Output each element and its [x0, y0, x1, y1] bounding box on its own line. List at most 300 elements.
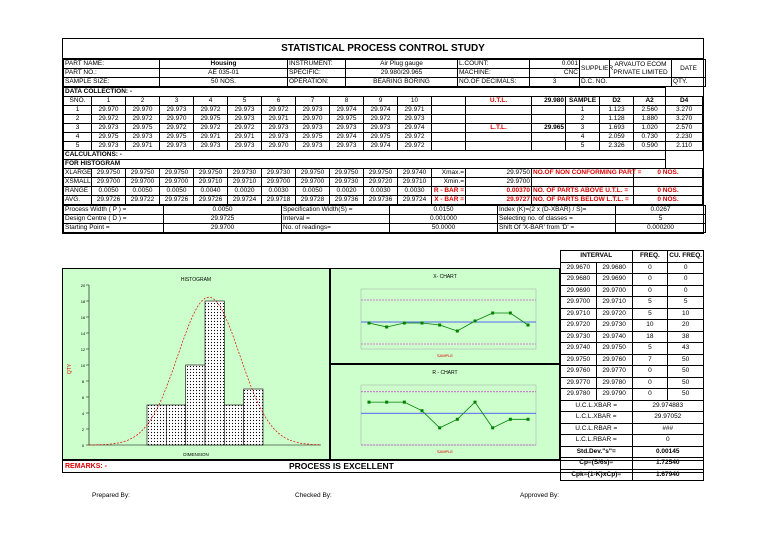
cell: 0	[632, 389, 668, 401]
cell: 0.0050	[296, 187, 330, 196]
cell: 29.9740	[596, 331, 632, 343]
cell: 29.9700	[596, 285, 632, 297]
cell: 29.971	[228, 133, 262, 142]
data-point	[385, 326, 388, 329]
cell: 2.059	[600, 133, 634, 142]
cell: 18	[632, 331, 668, 343]
cell: 29.9770	[561, 377, 597, 389]
cell: 1	[64, 106, 92, 115]
value: 0.001000	[390, 215, 498, 224]
row-label: XSMALL	[65, 178, 91, 185]
data-point	[509, 418, 512, 421]
cell: 29.9710	[596, 297, 632, 309]
table-row	[64, 124, 703, 133]
data-point	[438, 324, 441, 327]
data-point	[509, 312, 512, 315]
data-table	[63, 87, 703, 205]
cell: 3	[566, 124, 600, 133]
row-label: RANGE	[64, 187, 92, 196]
cell: 29.9724	[398, 196, 432, 205]
data-point	[438, 426, 441, 429]
cell: 0.0050	[92, 187, 126, 196]
cell: 3.270	[666, 106, 703, 115]
cell: 29.972	[92, 115, 126, 124]
cell: 29.9736	[364, 196, 398, 205]
cap-value: 0.00145	[632, 446, 704, 458]
label: Interval =	[282, 215, 390, 224]
data-point	[403, 401, 406, 404]
cell: 0.0030	[364, 187, 398, 196]
cell: 4	[566, 133, 600, 142]
data-point	[527, 418, 530, 421]
cell: 29.9710	[561, 308, 597, 320]
cell: 29.9736	[330, 196, 364, 205]
cell: 29.970	[92, 106, 126, 115]
value: 0.0150	[390, 206, 498, 215]
cell: 0.730	[634, 133, 666, 142]
cell: 29.9670	[561, 262, 597, 274]
cell: 29.9740	[398, 169, 432, 178]
ltl-label: L.T.L.	[466, 124, 532, 133]
cell: 29.973	[262, 133, 296, 142]
cell: 5	[64, 142, 92, 151]
calc-row	[64, 187, 703, 196]
histogram-chart	[62, 268, 330, 460]
plot-area	[361, 289, 536, 349]
cell: 29.972	[160, 124, 194, 133]
cell: 29.973	[228, 115, 262, 124]
label: MACHINE:	[458, 69, 530, 78]
value: 29.9700	[164, 224, 282, 233]
cell: 29.9718	[262, 196, 296, 205]
cell: 29.973	[92, 142, 126, 151]
cell: 2	[566, 115, 600, 124]
freq-row	[561, 366, 704, 378]
value: 0.0267	[616, 206, 706, 215]
calc-value: 29.9700	[466, 178, 532, 187]
cell: 29.972	[398, 142, 432, 151]
cell: 0.590	[634, 142, 666, 151]
cell: 29.9726	[194, 196, 228, 205]
column-header: 6	[262, 97, 296, 106]
cell: 5	[632, 343, 668, 355]
header-table	[63, 59, 706, 87]
cell: 29.9730	[330, 178, 364, 187]
cell: 29.973	[228, 142, 262, 151]
cap-label: Cp=(S/6s)=	[561, 458, 633, 470]
cell: 29.973	[330, 142, 364, 151]
label: SPECIFIC:	[288, 69, 346, 78]
cell: 2.570	[666, 124, 703, 133]
y-tick-label: 6	[81, 395, 85, 400]
limit-row	[561, 435, 704, 447]
column-header: 4	[194, 97, 228, 106]
cell: 29.9700	[126, 178, 160, 187]
row-label: XLARGE	[65, 169, 92, 176]
cell: 29.970	[160, 115, 194, 124]
label: D.C. NO.	[580, 78, 672, 87]
cell	[466, 133, 532, 142]
cell: 29.9726	[160, 196, 194, 205]
page-title: STATISTICAL PROCESS CONTROL STUDY	[63, 39, 703, 59]
cell: 29.972	[194, 106, 228, 115]
cell: 4	[64, 133, 92, 142]
limit-value: 0	[632, 435, 704, 447]
histogram-bar	[205, 301, 224, 445]
calc-label: Xmax.=	[432, 169, 466, 178]
cell: 29.9690	[561, 285, 597, 297]
cell: 0	[632, 274, 668, 286]
cell: 29.9750	[126, 169, 160, 178]
limit-label: U.C.L.RBAR =	[561, 423, 633, 435]
cell: 29.972	[364, 115, 398, 124]
prepared-by: Prepared By:	[92, 492, 130, 499]
cell	[466, 115, 532, 124]
cell: 1.128	[600, 115, 634, 124]
cell: 29.972	[194, 124, 228, 133]
cell: 0.0020	[228, 187, 262, 196]
column-header: 7	[296, 97, 330, 106]
frequency-panel	[560, 250, 704, 481]
count-value: 0 NOS.	[634, 169, 703, 178]
spc-sheet	[62, 38, 704, 234]
cell: 29.9724	[228, 196, 262, 205]
y-tick-label: 8	[81, 379, 85, 384]
cell: 29.9750	[561, 354, 597, 366]
table-row	[64, 142, 703, 151]
cell	[432, 133, 466, 142]
approved-by: Approved By:	[520, 492, 560, 499]
histogram-y-label: QTY	[67, 363, 73, 375]
cell: 29.972	[228, 124, 262, 133]
cell: 50	[668, 377, 704, 389]
data-point	[421, 409, 424, 412]
label: INSTRUMENT:	[288, 60, 346, 69]
instrument-value: Air Plug gauge	[346, 60, 458, 69]
column-header: SNO.	[64, 97, 92, 106]
cell: 0.0030	[398, 187, 432, 196]
cell: 29.975	[160, 133, 194, 142]
limit-label: L.C.L.RBAR =	[561, 435, 633, 447]
label: L.COUNT:	[458, 60, 530, 69]
label: No. of readings=	[282, 224, 390, 233]
table-row	[64, 115, 703, 124]
operation-value: BEARING BORING	[346, 78, 458, 87]
cell: 29.973	[194, 142, 228, 151]
cell: 50	[668, 354, 704, 366]
cell: 29.9750	[92, 169, 126, 178]
cell: 5	[632, 308, 668, 320]
remarks-value: PROCESS IS EXCELLENT	[289, 461, 394, 471]
checked-by: Checked By:	[295, 492, 332, 499]
cell: 29.971	[126, 142, 160, 151]
cell: 0	[668, 262, 704, 274]
machine-value: CNC	[530, 69, 580, 78]
cell: 29.9710	[398, 178, 432, 187]
cell: 29.973	[92, 124, 126, 133]
cell: 29.975	[330, 115, 364, 124]
cell: 29.973	[296, 106, 330, 115]
cell: 29.9780	[561, 389, 597, 401]
freq-header: FREQ.	[632, 251, 668, 263]
histogram-bar	[224, 405, 243, 445]
cell	[466, 106, 532, 115]
label: Index (K)=(2 x (D-XBAR) / S)=	[498, 206, 616, 215]
histogram-bar	[244, 389, 263, 445]
cell: 29.972	[126, 115, 160, 124]
const-header: A2	[634, 97, 666, 106]
freq-row	[561, 377, 704, 389]
freq-row	[561, 262, 704, 274]
cell: 29.973	[296, 142, 330, 151]
limit-row	[561, 412, 704, 424]
cell: 29.973	[126, 133, 160, 142]
freq-row	[561, 320, 704, 332]
freq-row	[561, 274, 704, 286]
label: SAMPLE SIZE:	[64, 78, 160, 87]
cell: 1.020	[634, 124, 666, 133]
cell: 29.9750	[364, 169, 398, 178]
cell: 38	[668, 331, 704, 343]
cell: 29.971	[262, 115, 296, 124]
cell: 29.9722	[126, 196, 160, 205]
cell: 29.9700	[296, 178, 330, 187]
value: 50.0000	[390, 224, 498, 233]
part-no-value: AE 035-01	[160, 69, 288, 78]
cell: 29.9710	[194, 178, 228, 187]
cell: 0.0020	[330, 187, 364, 196]
cell	[532, 115, 566, 124]
ltl-value: 29.965	[532, 124, 566, 133]
cell: 0.0050	[126, 187, 160, 196]
label: OPERATION:	[288, 78, 346, 87]
cell: 29.972	[262, 106, 296, 115]
count-label: NO. OF PARTS BELOW L.T.L. =	[532, 196, 634, 205]
cell: 29.973	[296, 124, 330, 133]
cell: 29.973	[398, 115, 432, 124]
data-point	[474, 320, 477, 323]
section-label: DATA COLLECTION: -	[64, 88, 666, 97]
data-point	[385, 401, 388, 404]
cell: 29.974	[364, 142, 398, 151]
const-header: D2	[600, 97, 634, 106]
cell: 0	[632, 377, 668, 389]
cap-label: Std.Dev."s"=	[561, 446, 633, 458]
cell: 0	[632, 262, 668, 274]
y-tick-label: 0	[81, 443, 85, 448]
data-point	[368, 401, 371, 404]
x-chart	[330, 268, 560, 364]
cell: 0.0030	[262, 187, 296, 196]
cell: 5	[632, 297, 668, 309]
calc-value: 29.9750	[466, 169, 532, 178]
label: Specification Width(S) =	[282, 206, 390, 215]
cufreq-header: CU. FREQ.	[668, 251, 704, 263]
cell: 29.9750	[160, 169, 194, 178]
count-value: 0 NOS.	[634, 196, 703, 205]
limit-row	[561, 400, 704, 412]
cell: 29.9750	[596, 343, 632, 355]
y-tick-label: 2	[81, 427, 85, 432]
label: Selecting no. of classes =	[498, 215, 616, 224]
label: SUPPLIER	[580, 60, 610, 78]
cell: 0.0050	[160, 187, 194, 196]
decimals-value: 3	[530, 78, 580, 87]
cell: 7	[632, 354, 668, 366]
cell: 2.326	[600, 142, 634, 151]
cell: 1.123	[600, 106, 634, 115]
y-tick-label: 16	[80, 315, 86, 320]
cell: 10	[668, 308, 704, 320]
freq-row	[561, 285, 704, 297]
cell: 29.971	[398, 106, 432, 115]
data-point	[491, 312, 494, 315]
cell	[432, 142, 466, 151]
cell: 29.9730	[596, 320, 632, 332]
cell: 50	[668, 389, 704, 401]
sample-size-value: 50 NOS.	[160, 78, 288, 87]
histogram-x-label: DIMENSION	[183, 452, 209, 457]
count-value	[634, 178, 703, 187]
cell: 0	[668, 274, 704, 286]
count-label: NO. OF PARTS ABOVE U.T.L. =	[532, 187, 634, 196]
table-header-row	[64, 97, 703, 106]
calc-row	[64, 169, 703, 178]
cell: 0	[632, 366, 668, 378]
count-label	[532, 178, 634, 187]
calc-row	[64, 196, 703, 205]
limit-row	[561, 423, 704, 435]
data-point	[527, 324, 530, 327]
column-header: 3	[160, 97, 194, 106]
cell: 29.973	[160, 142, 194, 151]
cell: 29.9730	[561, 331, 597, 343]
data-point	[456, 330, 459, 333]
histogram-bar	[166, 405, 185, 445]
cell: 0.0040	[194, 187, 228, 196]
column-header: 2	[126, 97, 160, 106]
data-point	[368, 322, 371, 325]
cell: 29.970	[296, 115, 330, 124]
cell: 29.9780	[596, 377, 632, 389]
data-point	[474, 401, 477, 404]
section-label: CALCULATIONS: -	[64, 151, 666, 160]
column-header: 10	[398, 97, 432, 106]
value: 0.000200	[616, 224, 706, 233]
data-point	[491, 426, 494, 429]
label: PART NAME:	[64, 60, 160, 69]
cell: 29.971	[194, 133, 228, 142]
r-chart	[330, 364, 560, 460]
cell: 50	[668, 366, 704, 378]
limit-value: 29.974883	[632, 400, 704, 412]
specific-value: 29.980/29.965	[346, 69, 458, 78]
cell: 29.975	[364, 133, 398, 142]
value: 5	[616, 215, 706, 224]
cell: 29.973	[262, 124, 296, 133]
label: Shift Of 'X-BAR' from 'D' =	[498, 224, 616, 233]
cell: 29.974	[398, 124, 432, 133]
cell: 29.9710	[228, 178, 262, 187]
data-point	[403, 322, 406, 325]
cell: 29.9728	[296, 196, 330, 205]
cell	[532, 133, 566, 142]
cell: 29.975	[92, 133, 126, 142]
cell: 1	[566, 106, 600, 115]
cell: 29.973	[228, 106, 262, 115]
cell: 0	[632, 285, 668, 297]
cell: 29.973	[330, 124, 364, 133]
cell: 2.230	[666, 133, 703, 142]
histogram-title: HISTOGRAM	[180, 277, 212, 283]
cell: 29.9760	[561, 366, 597, 378]
histogram-bar	[147, 405, 166, 445]
cell: 29.974	[330, 106, 364, 115]
cell	[432, 124, 466, 133]
column-header: 1	[92, 97, 126, 106]
label: QTY.	[672, 78, 706, 87]
limit-label: U.C.L.XBAR =	[561, 400, 633, 412]
cell: 29.9680	[561, 274, 597, 286]
y-tick-label: 10	[80, 363, 86, 368]
cell: 1.880	[634, 115, 666, 124]
cell: 29.9790	[596, 389, 632, 401]
cell: 29.9770	[596, 366, 632, 378]
cell: 29.970	[126, 106, 160, 115]
cell: 20	[668, 320, 704, 332]
cell: 29.9730	[228, 169, 262, 178]
y-tick-label: 4	[81, 411, 85, 416]
cell: 1.693	[600, 124, 634, 133]
count-value: 0 NOS.	[634, 187, 703, 196]
cell: 29.9700	[561, 297, 597, 309]
cell: 5	[566, 142, 600, 151]
params-table	[63, 205, 706, 233]
cell: 29.9760	[596, 354, 632, 366]
data-point	[421, 322, 424, 325]
column-header: 9	[364, 97, 398, 106]
calc-label: X - BAR =	[432, 196, 466, 205]
cell: 2.560	[634, 106, 666, 115]
cell: 29.9740	[561, 343, 597, 355]
cell: 29.973	[160, 106, 194, 115]
freq-header	[561, 251, 704, 263]
cell: 3	[64, 124, 92, 133]
utl-label: U.T.L.	[466, 97, 532, 106]
cell: 29.974	[364, 106, 398, 115]
cell: 29.9750	[194, 169, 228, 178]
cell: 29.9680	[596, 262, 632, 274]
cell	[532, 106, 566, 115]
data-point	[456, 418, 459, 421]
label: NO.OF DECIMALS:	[458, 78, 530, 87]
chart-title: R - CHART	[432, 370, 458, 376]
chart-title: X- CHART	[433, 274, 457, 280]
calc-label: Xmin.=	[432, 178, 466, 187]
freq-row	[561, 297, 704, 309]
cell: 29.9690	[596, 274, 632, 286]
cell: 2.110	[666, 142, 703, 151]
cell: 29.975	[126, 124, 160, 133]
cell: 29.974	[330, 133, 364, 142]
freq-row	[561, 308, 704, 320]
row-label: AVG.	[64, 196, 92, 205]
label: Design Centre ( D ) =	[64, 215, 164, 224]
calc-value: 0.00370	[466, 187, 532, 196]
label: Process Width ( P ) =	[64, 206, 164, 215]
column-header: 8	[330, 97, 364, 106]
freq-row	[561, 343, 704, 355]
